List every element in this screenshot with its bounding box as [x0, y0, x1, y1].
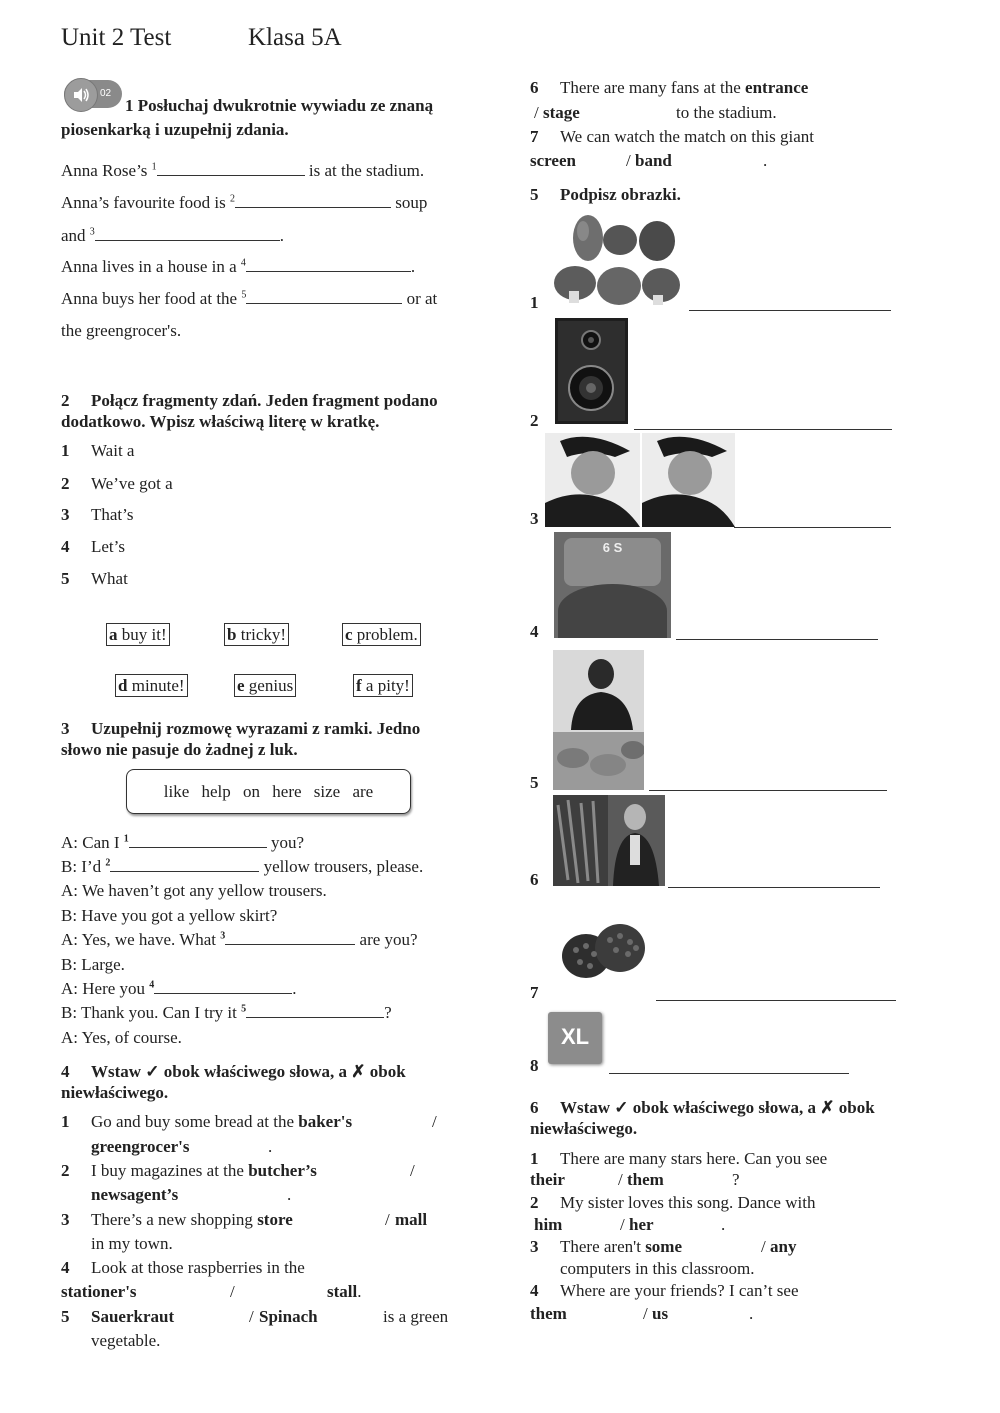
ex2-choice-f[interactable]: f a pity!	[353, 674, 413, 697]
ex2-item: 5 What	[61, 569, 128, 588]
ex6-item-3-cont: computers in this classroom.	[560, 1259, 755, 1278]
ex1-title-line2: piosenkarką i uzupełnij zdania.	[61, 120, 289, 139]
market-seller-picture	[553, 650, 644, 790]
dialogue-line: A: Yes, of course.	[61, 1028, 182, 1047]
ex6-item-3: 3 There aren't some	[530, 1237, 683, 1256]
ex1-gap-1[interactable]	[157, 161, 305, 176]
security-guards-picture	[545, 433, 735, 527]
ex2-title-line2: dodatkowo. Wpisz właściwą literę w kratkę.	[61, 412, 380, 431]
class-title: Klasa 5A	[248, 24, 342, 51]
ex6-item-1-option-b[interactable]: / them	[618, 1170, 664, 1189]
ex5-title: 5 Podpisz obrazki.	[530, 185, 681, 204]
picture-number: 2	[530, 411, 539, 430]
ex3-title: 3 Uzupełnij rozmowę wyrazami z ramki. Jedno	[61, 719, 421, 738]
dialogue-line: B: Large.	[61, 955, 125, 974]
picture-number: 5	[530, 773, 539, 792]
ex6-item-1-option-a[interactable]: their	[530, 1170, 565, 1189]
ex4-item-2-end: .	[287, 1185, 292, 1204]
picture-number: 3	[530, 509, 539, 528]
picture-3-answer-line[interactable]	[734, 526, 891, 528]
ex4-item-5-option[interactable]: Spinach	[259, 1307, 318, 1326]
ex6-item-2: 2 My sister loves this song. Dance with	[530, 1193, 816, 1212]
picture-5-answer-line[interactable]	[649, 789, 887, 791]
picture-6-answer-line[interactable]	[668, 886, 880, 888]
picture-number: 8	[530, 1056, 539, 1075]
ex3-gap-1[interactable]	[129, 833, 267, 848]
xl-size-tag-picture	[548, 1012, 602, 1064]
ex4-item-4-option-b[interactable]: stall.	[327, 1282, 362, 1301]
ex4-item-2-option[interactable]: newsagent’s	[91, 1185, 179, 1204]
ex4-item-6: 6 There are many fans at the entrance	[530, 78, 809, 97]
picture-8-answer-line[interactable]	[609, 1072, 849, 1074]
ex1-sentence-5: Anna buys her food at the $^5$ or at	[61, 289, 438, 308]
ex6-title: 6 Wstaw ✓ obok właściwego słowa, a ✗ obok	[530, 1098, 875, 1117]
picture-4-answer-line[interactable]	[676, 638, 878, 640]
ex2-choice-e[interactable]: e genius	[234, 674, 296, 697]
ex2-item: 3 That’s	[61, 505, 134, 524]
ex6-item-2-option-b[interactable]: / her	[620, 1215, 654, 1234]
ex4-item-5-end: vegetable.	[91, 1331, 161, 1350]
dialogue-line: B: I’d $^2$ yellow trousers, please.	[61, 857, 424, 876]
dialogue-line: A: Can I $^1$ you?	[61, 833, 305, 852]
ex1-sentence-1: Anna Rose’s $^1$ is at the stadium.	[61, 161, 425, 180]
ex2-choice-c[interactable]: c problem.	[342, 623, 421, 646]
ex4-title: 4 Wstaw ✓ obok właściwego słowa, a ✗ obok	[61, 1062, 406, 1081]
stadium-seat-picture	[554, 532, 671, 638]
ex3-gap-4[interactable]	[154, 979, 292, 994]
ex4-item-7-end: .	[763, 151, 768, 170]
speaker-picture	[555, 318, 630, 426]
dialogue-line: A: Yes, we have. What $^3$ are you?	[61, 930, 418, 949]
ex4-item-2: 2 I buy magazines at the butcher’s	[61, 1161, 317, 1180]
ex6-item-2-option-a[interactable]: him	[534, 1215, 563, 1234]
ex4-item-4: 4 Look at those raspberries in the	[61, 1258, 305, 1277]
ex1-sentence-6: the greengrocer's.	[61, 321, 182, 340]
ex2-title: 2 Połącz fragmenty zdań. Jeden fragment podano	[61, 391, 438, 410]
ex4-item-1-end: .	[268, 1137, 273, 1156]
ex6-title-line2: niewłaściwego.	[530, 1119, 638, 1138]
ex2-item: 2 We’ve got a	[61, 474, 173, 493]
dialogue-line: B: Thank you. Can I try it $^5$ ?	[61, 1003, 392, 1022]
ex4-item-1-option[interactable]: greengrocer's	[91, 1137, 190, 1156]
ex2-item: 4 Let’s	[61, 537, 125, 556]
dialogue-line: A: We haven’t got any yellow trousers.	[61, 881, 327, 900]
ex1-sentence-2: Anna’s favourite food is $^2$ soup	[61, 193, 428, 212]
picture-7-answer-line[interactable]	[656, 999, 896, 1001]
ex2-choice-a[interactable]: a buy it!	[106, 623, 170, 646]
ex1-sentence-3: and $^3$ .	[61, 226, 285, 245]
ex4-item-3-option[interactable]: mall	[395, 1210, 428, 1229]
ex3-title-line2: słowo nie pasuje do żadnej z luk.	[61, 740, 298, 759]
ex6-item-4-end: .	[749, 1304, 754, 1323]
ex4-item-3-cont: in my town.	[91, 1234, 173, 1253]
ex3-gap-2[interactable]	[110, 857, 259, 872]
ex1-title: 1 Posłuchaj dwukrotnie wywiadu ze znaną	[125, 96, 434, 115]
ex2-choice-b[interactable]: b tricky!	[224, 623, 289, 646]
ex4-item-5: 5 Sauerkraut	[61, 1307, 175, 1326]
greengrocer-picture	[553, 795, 665, 886]
raspberries-picture	[558, 920, 650, 982]
ex4-item-3-slash: /	[385, 1210, 390, 1229]
picture-1-answer-line[interactable]	[689, 309, 891, 311]
ex3-word-box: like help on here size are	[126, 769, 411, 814]
ex4-title-line2: niewłaściwego.	[61, 1083, 169, 1102]
ex4-item-1-slash: /	[432, 1112, 437, 1131]
ex6-item-1-end: ?	[732, 1170, 740, 1189]
ex4-item-2-slash: /	[410, 1161, 415, 1180]
ex4-item-7: 7 We can watch the match on this giant	[530, 127, 815, 146]
ex4-item-3: 3 There’s a new shopping store	[61, 1210, 293, 1229]
ex1-gap-4[interactable]	[246, 257, 411, 272]
audio-track-button[interactable]	[64, 80, 122, 108]
ex4-item-4-slash: /	[230, 1282, 235, 1301]
ex4-item-5-slash: /	[249, 1307, 254, 1326]
ex1-gap-3[interactable]	[95, 226, 280, 241]
ex6-item-3-option-b[interactable]: / any	[761, 1237, 797, 1256]
size-label: XL	[560, 1024, 590, 1049]
ex1-gap-2[interactable]	[235, 193, 391, 208]
picture-2-answer-line[interactable]	[634, 428, 892, 430]
ex2-choice-d[interactable]: d minute!	[115, 674, 188, 697]
ex6-item-4-option-a[interactable]: them	[530, 1304, 567, 1323]
dialogue-line: B: Have you got a yellow skirt?	[61, 906, 278, 925]
ex6-item-4: 4 Where are your friends? I can’t see	[530, 1281, 799, 1300]
dialogue-line: A: Here you $^4$ .	[61, 979, 297, 998]
ex3-gap-3[interactable]	[225, 930, 355, 945]
ex4-item-1: 1 Go and buy some bread at the baker's	[61, 1112, 353, 1131]
speaker-icon	[64, 78, 98, 112]
picture-number: 4	[530, 622, 539, 641]
ex6-item-4-option-b[interactable]: / us	[643, 1304, 669, 1323]
ex1-gap-5[interactable]	[246, 289, 402, 304]
picture-number: 6	[530, 870, 539, 889]
unit-title: Unit 2 Test	[61, 24, 172, 51]
mushrooms-picture	[553, 213, 688, 308]
ex4-item-5-cont: is a green	[383, 1307, 449, 1326]
ex4-item-6-option[interactable]: / stage	[534, 103, 580, 122]
ex4-item-6-cont: to the stadium.	[676, 103, 777, 122]
picture-number: 1	[530, 293, 539, 312]
ex6-item-1: 1 There are many stars here. Can you see	[530, 1149, 828, 1168]
ex4-item-4-option-a[interactable]: stationer's	[61, 1282, 137, 1301]
seat-number-label: 6 S	[602, 540, 623, 555]
ex2-item: 1 Wait a	[61, 441, 135, 460]
ex1-sentence-4: Anna lives in a house in a $^4$ .	[61, 257, 416, 276]
ex4-item-7-option-b[interactable]: / band	[626, 151, 672, 170]
ex6-item-2-end: .	[721, 1215, 726, 1234]
ex3-gap-5[interactable]	[246, 1003, 384, 1018]
audio-track-label: 02	[100, 88, 112, 99]
ex4-item-7-option-a[interactable]: screen	[530, 151, 576, 170]
picture-number: 7	[530, 983, 539, 1002]
